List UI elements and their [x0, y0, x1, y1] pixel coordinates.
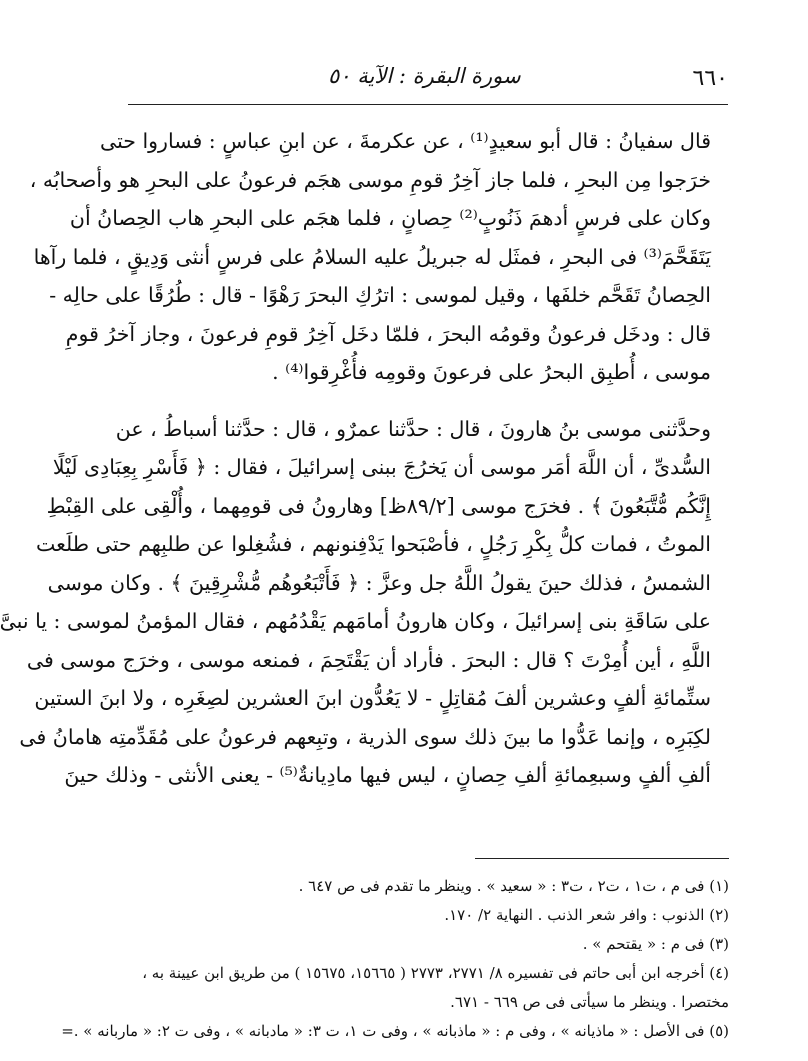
footnote: (٥) فى الأصل : « ماذيانه » ، وفى م : « ماذبانه » ، وفى ت ١، ت ٣: « مادبانه » ، وفى ت ٢: « ماربانه » .= [61, 1022, 729, 1040]
text-line: الحِصانُ تَقَحَّم خلفَها ، وقيل لموسى : اترُكِ البحرَ رَهْوًا - قال : طُرُقًا على حالِه - [49, 283, 711, 307]
text-line: ستِّمائةِ ألفٍ وعشرين ألفَ مُقاتِلٍ - لا يَعُدُّون ابنَ العشرين لصِغَرِه ، ولا ابنَ الستين [34, 686, 711, 710]
text-line: الشمسُ ، فذلك حينَ يقولُ اللَّهُ جل وعزَّ : ﴿ فَأَتْبَعُوهُم مُّشْرِقِينَ ﴾ . وكان موسى [47, 570, 711, 595]
main-text [0, 122, 729, 795]
footnote: (٤) أخرجه ابن أبى حاتم فى تفسيره ٨/ ٢٧٧١، ٢٧٧٣ ( ١٥٦٦٥، ١٥٦٧٥ ) من طريق ابن عيينة به ، [142, 964, 729, 982]
text-line: يَتَقَحَّمَ⁽³⁾ فى البحرِ ، فمثَل له جبريلُ عليه السلامُ على فرسٍ أنثى وَدِيقٍ ، فلما رآها [33, 244, 711, 269]
text-line: الموتُ ، فمات كلُّ بِكْرِ رَجُلٍ ، فأصْبَحوا يَدْفِنونهم ، فشُغِلوا عن طلبِهم حتى طلَعت [35, 532, 711, 556]
text-line: وكان على فرسٍ أدهمَ ذَنُوبٍ⁽²⁾ حِصانٍ ، فلما هجَم على البحرِ هاب الحِصانُ أن [69, 206, 711, 230]
paragraph-1 [29, 122, 729, 392]
page-header [128, 62, 728, 102]
text-line: قال سفيانُ : قال أبو سعيدٍ⁽¹⁾ ، عن عكرمةَ ، عن ابنِ عباسٍ : فساروا حتى [100, 129, 711, 153]
footnote: (٢) الذنوب : وافر شعر الذنب . النهاية ٢/ ١٧٠. [444, 906, 729, 924]
text-line: قال : ودخَل فرعونُ وقومُه البحرَ ، فلمّا دخَل آخِرُ قومِ فرعونَ ، وجاز آخرُ قومِ [65, 321, 711, 346]
text-line: اللَّهِ ، أين أُمِرْتَ ؟ قال : البحرَ . فأراد أن يَقْتَحِمَ ، فمنعه موسى ، وخرَج موسى فى [26, 647, 711, 672]
header-rule [128, 104, 728, 105]
footnotes [61, 872, 729, 1046]
page-number: ٦٦٠ [692, 66, 728, 91]
footnote-rule [475, 858, 729, 859]
text-line: موسى ، أُطبِق البحرُ على فرعونَ وقومِه فأُغْرِقوا⁽⁴⁾ . [272, 360, 711, 384]
footnote: (٣) فى م : « يقتحم » . [582, 935, 729, 953]
running-title: سورة البقرة : الآية ٥٠ [328, 64, 521, 88]
footnote: (١) فى م ، ت١ ، ت٢ ، ت٣ : « سعيد » . وينظر ما تقدم فى ص ٦٤٧ . [298, 877, 729, 895]
text-line: لكِبَرِه ، وإنما عَدُّوا ما بينَ ذلك سوى الذرية ، وتبِعهم فرعونُ على مُقَدِّمتِه هامانُ فى [19, 724, 711, 749]
footnote: مختصرا . وينظر ما سيأتى فى ص ٦٦٩ - ٦٧١. [450, 993, 729, 1011]
text-line: خرَجوا مِن البحرِ ، فلما جاز آخِرُ قومِ موسى هجَم فرعونُ على البحرِ هو وأصحابُه ، [29, 167, 711, 192]
text-line: السُّدىِّ ، أن اللَّهَ أمَر موسى أن يَخرُجَ ببنى إسرائيلَ ، فقال : ﴿ فَأَسْرِ بِعِبَادِى لَيْلًا [52, 455, 711, 479]
paragraph-2 [0, 410, 729, 795]
text-line: إِنَّكُم مُّتَّبَعُونَ ﴾ . فخرَج موسى [٨٩/٢ظ] وهارونُ فى قومِهما ، وأُلْقِى على القِبْطِ [46, 493, 711, 518]
text-line: على سَاقَةِ بنى إسرائيلَ ، وكان هارونُ أمامَهم يَقْدُمُهم ، فقال المؤمنُ لموسى : يا نبىَّ [0, 609, 711, 633]
text-line: وحدَّثنى موسى بنُ هارونَ ، قال : حدَّثنا عمرٌو ، قال : حدَّثنا أسباطُ ، عن [115, 416, 711, 441]
text-line: ألفِ ألفٍ وسبعِمائةِ ألفِ حِصانٍ ، ليس فيها مادِيانةٌ⁽⁵⁾ - يعنى الأنثى - وذلك حينَ [64, 763, 711, 787]
